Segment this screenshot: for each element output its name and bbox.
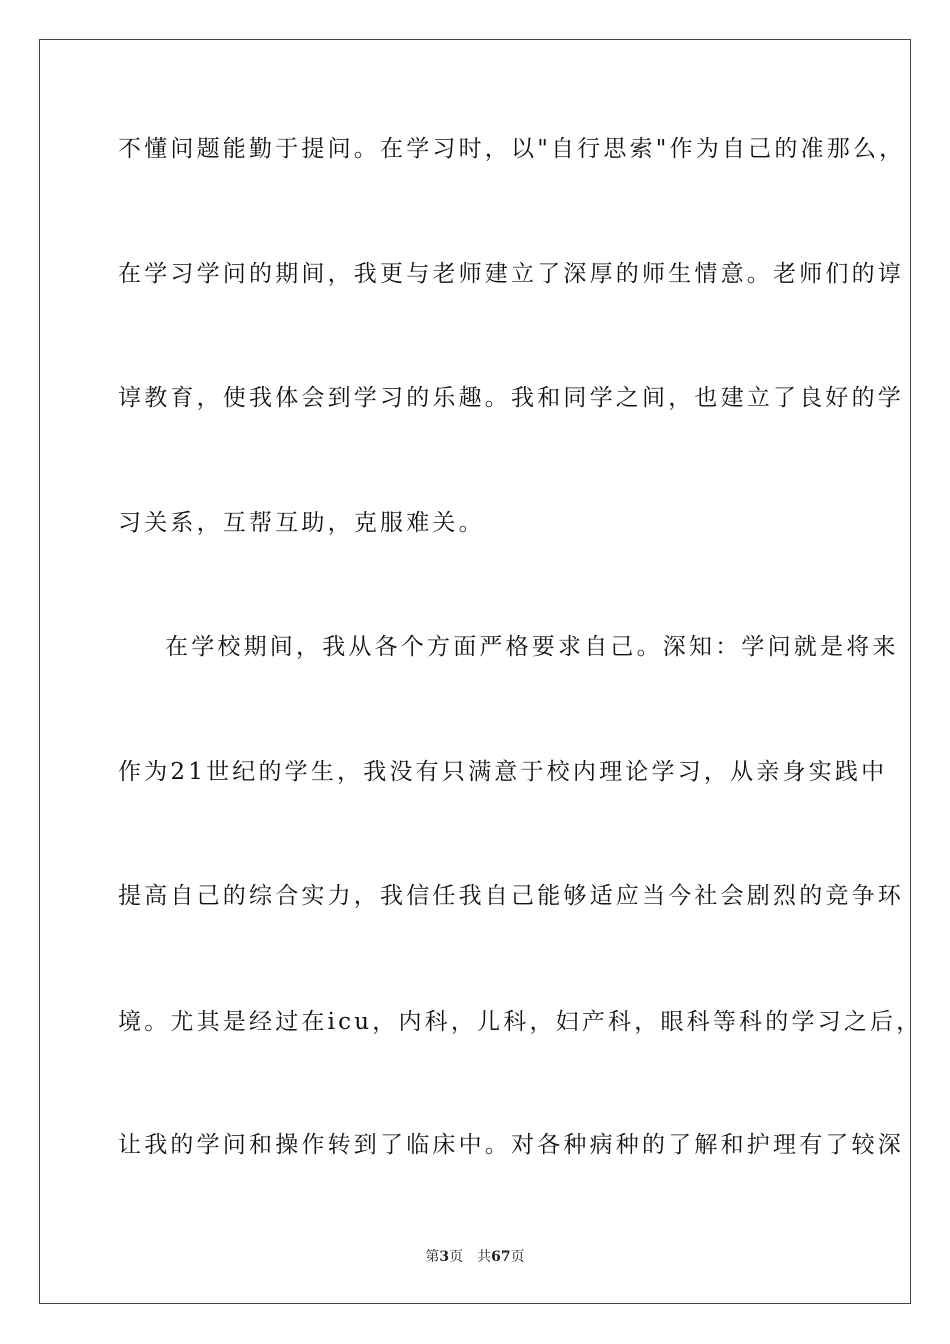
text-line-3: 谆教育，使我体会到学习的乐趣。我和同学之间，也建立了良好的学 (118, 385, 904, 411)
page-suffix: 页 (449, 1249, 464, 1265)
total-prefix: 共 (477, 1249, 492, 1265)
page-prefix: 第 (425, 1249, 440, 1265)
text-line-6: 作为21世纪的学生，我没有只满意于校内理论学习，从亲身实践中 (118, 759, 888, 785)
page-border (39, 39, 923, 1304)
text-line-2: 在学习学问的期间，我更与老师建立了深厚的师生情意。老师们的谆 (118, 261, 904, 287)
text-line-4: 习关系，互帮互助，克服难关。 (118, 510, 485, 536)
text-line-8: 境。尤其是经过在icu，内科，儿科，妇产科，眼科等科的学习之后， (118, 1009, 923, 1035)
text-line-7: 提高自己的综合实力，我信任我自己能够适应当今社会剧烈的竞争环 (118, 883, 904, 909)
text-line-1: 不懂问题能勤于提问。在学习时，以"自行思索"作为自己的准那么， (118, 136, 906, 162)
total-suffix: 页 (510, 1249, 525, 1265)
page-footer (0, 1248, 950, 1266)
total-pages: 67 (491, 1249, 511, 1265)
text-line-5: 在学校期间，我从各个方面严格要求自己。深知：学问就是将来 (165, 634, 899, 660)
page-number: 3 (439, 1249, 450, 1265)
text-line-9: 让我的学问和操作转到了临床中。对各种病种的了解和护理有了较深 (118, 1132, 904, 1158)
